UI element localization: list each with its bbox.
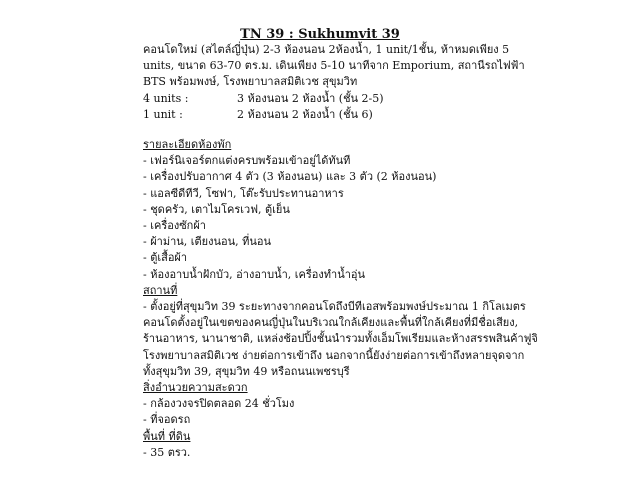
location-line: - ตั้งอยู่ที่สุขุมวิท 39 ระยะทางจากคอนโดถึงบีทีเอสพร้อมพงษ์ประมาณ 1 กิโลเมตร — [143, 300, 526, 314]
intro-line: คอนโดใหม่ (สไตล์ญี่ปุ่น) 2-3 ห้องนอน 2ห้องน้ำ, 1 unit/1ชั้น, ห้าหมดเพียง 5 — [143, 43, 510, 56]
location-line: โรงพยาบาลสมิติเวช ง่ายต่อการเข้าถึง นอกจากนี้ยังง่ายต่อการเข้าถึงหลายจุดจาก — [143, 348, 525, 362]
room-detail-item: - เครื่องซักผ้า — [143, 219, 206, 233]
room-details-heading: รายละเอียดห้องพัก — [143, 138, 232, 152]
unit-desc: 3 ห้องนอน 2 ห้องน้ำ (ชั้น 2-5) — [237, 91, 384, 105]
room-detail-item: - ชุดครัว, เตาไมโครเวฟ, ตู้เย็น — [143, 202, 290, 216]
intro-line: BTS พร้อมพงษ์, โรงพยาบาลสมิติเวช สุขุมวิท — [143, 75, 358, 89]
location-line: ร้านอาหาร, นานาชาติ, แหล่งช้อปปิ้งชั้นนำรวมทั้งเอ็มโพเรียมและห้างสรรพสินค้าฟูจิ — [143, 332, 538, 346]
unit-desc: 2 ห้องนอน 2 ห้องน้ำ (ชั้น 6) — [237, 107, 373, 121]
intro-line: units, ขนาด 63-70 ตร.ม. เดินเพียง 5-10 นาทีจาก Emporium, สถานีรถไฟฟ้า — [143, 59, 525, 73]
unit-row — [143, 107, 503, 123]
room-detail-item: - เครื่องปรับอากาศ 4 ตัว (3 ห้องนอน) และ 3 ตัว (2 ห้องนอน) — [143, 170, 437, 184]
document-body — [143, 42, 538, 461]
location-line: ทั้งสุขุมวิท 39, สุขุมวิท 49 หรือถนนเพชรบุรี — [143, 364, 350, 378]
facility-item: - ที่จอดรถ — [143, 413, 191, 427]
unit-count: 4 units : — [143, 91, 189, 105]
unit-count: 1 unit : — [143, 107, 183, 121]
room-detail-item: - ห้องอาบน้ำฝักบัว, อ่างอาบน้ำ, เครื่องทำน้ำอุ่น — [143, 267, 366, 281]
room-detail-item: - เฟอร์นิเจอร์ตกแต่งครบพร้อมเข้าอยู่ได้ทันที — [143, 154, 351, 168]
land-heading: พื้นที่ ที่ดิน — [143, 429, 191, 443]
room-detail-item: - ผ้าม่าน, เตียงนอน, ที่นอน — [143, 235, 272, 249]
room-detail-item: - ตู้เสื้อผ้า — [143, 251, 188, 265]
facility-item: - กล้องวงจรปิดตลอด 24 ชั่วโมง — [143, 397, 295, 411]
room-detail-item: - แอลซีดีทีวี, โซฟา, โต๊ะรับประทานอาหาร — [143, 186, 344, 200]
land-item: - 35 ตรว. — [143, 445, 191, 459]
unit-row — [143, 91, 503, 107]
location-heading: สถานที่ — [143, 283, 178, 297]
location-line: คอนโดตั้งอยู่ในเขตของคนญี่ปุ่นในบริเวณใกล้เคียงและพื้นที่ใกล้เคียงที่มีชื่อเสียง, — [143, 316, 519, 330]
document-title: TN 39 : Sukhumvit 39 — [240, 27, 400, 42]
facilities-heading: สิ่งอำนวยความสะดวก — [143, 381, 248, 395]
